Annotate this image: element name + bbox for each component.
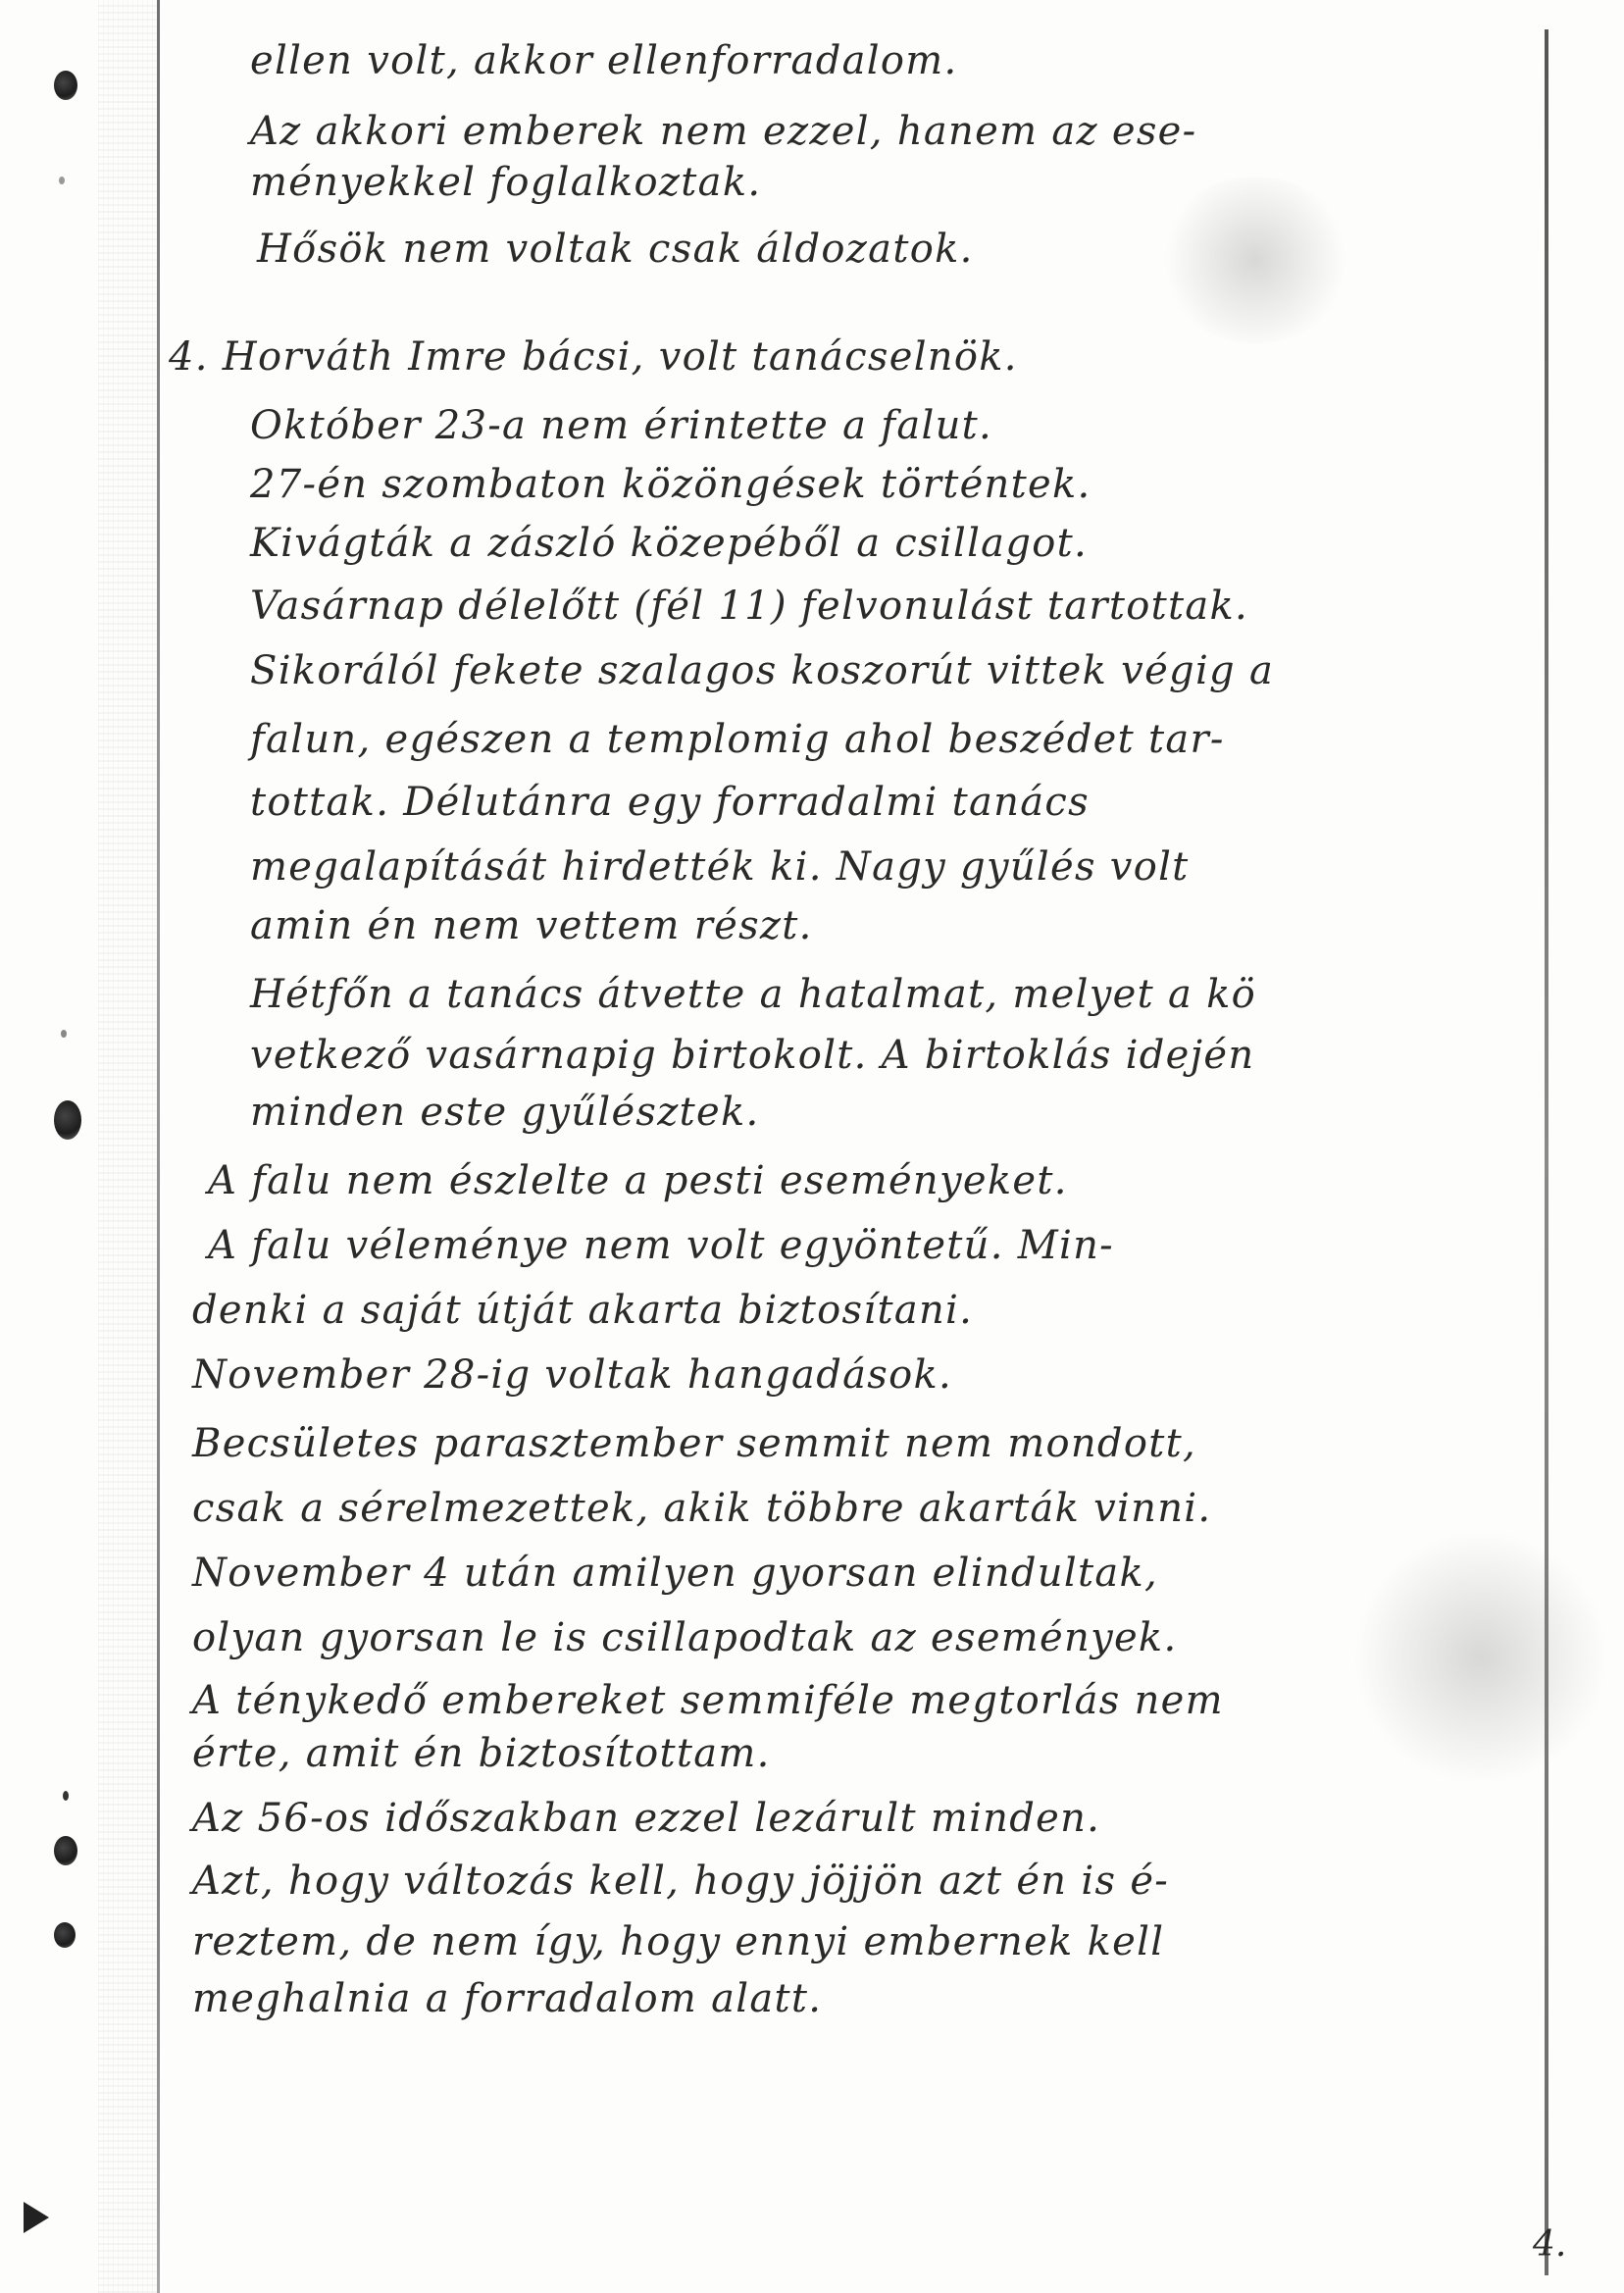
text-line: Az 56-os időszakban ezzel lezárult minden. <box>192 1796 1101 1841</box>
text-line: minden este gyűlésztek. <box>250 1090 760 1135</box>
text-line: Hétfőn a tanács átvette a hatalmat, melyet a kö <box>250 972 1257 1017</box>
text-line: A ténykedő embereket semmiféle megtorlás nem <box>192 1678 1224 1723</box>
text-line: A falu véleménye nem volt egyöntetű. Min- <box>208 1223 1115 1268</box>
text-line: falun, egészen a templomig ahol beszédet tar- <box>250 717 1225 762</box>
text-line: A falu nem észlelte a pesti eseményeket. <box>208 1158 1068 1203</box>
page-number: 4. <box>1533 2224 1567 2265</box>
text-line: amin én nem vettem részt. <box>250 903 813 948</box>
text-line: megalapítását hirdették ki. Nagy gyűlés volt <box>250 844 1190 890</box>
text-line: November 4 után amilyen gyorsan elindultak, <box>192 1551 1159 1596</box>
text-line: Hősök nem voltak csak áldozatok. <box>257 227 974 272</box>
text-line: 4. Horváth Imre bácsi, volt tanácselnök. <box>169 334 1018 380</box>
text-line: ményekkel foglalkoztak. <box>250 160 762 205</box>
text-line: tottak. Délutánra egy forradalmi tanács <box>250 780 1090 825</box>
text-line: November 28-ig voltak hangadások. <box>192 1352 953 1398</box>
text-line: Sikorálól fekete szalagos koszorút vittek végig a <box>250 648 1275 693</box>
text-line: érte, amit én biztosítottam. <box>192 1731 771 1776</box>
text-line: 27-én szombaton közöngések történtek. <box>250 462 1091 507</box>
text-line: vetkező vasárnapig birtokolt. A birtoklás idején <box>250 1033 1255 1078</box>
text-line: olyan gyorsan le is csillapodtak az események. <box>192 1615 1178 1660</box>
text-line: reztem, de nem így, hogy ennyi embernek kell <box>192 1919 1165 1964</box>
text-line: Kivágták a zászló közepéből a csillagot. <box>250 521 1089 566</box>
text-line: meghalnia a forradalom alatt. <box>192 1976 823 2021</box>
text-line: denki a saját útját akarta biztosítani. <box>192 1288 974 1333</box>
text-line: csak a sérelmezettek, akik többre akarták vinni. <box>192 1486 1212 1531</box>
text-line: Vasárnap délelőtt (fél 11) felvonulást tartottak. <box>250 584 1249 629</box>
text-line: ellen volt, akkor ellenforradalom. <box>250 38 958 83</box>
text-line: Az akkori emberek nem ezzel, hanem az ese- <box>250 109 1197 154</box>
text-line: Október 23-a nem érintette a falut. <box>250 403 993 448</box>
text-line: Azt, hogy változás kell, hogy jöjjön azt én is é- <box>192 1859 1170 1904</box>
text-line: Becsületes parasztember semmit nem mondott, <box>192 1421 1196 1466</box>
